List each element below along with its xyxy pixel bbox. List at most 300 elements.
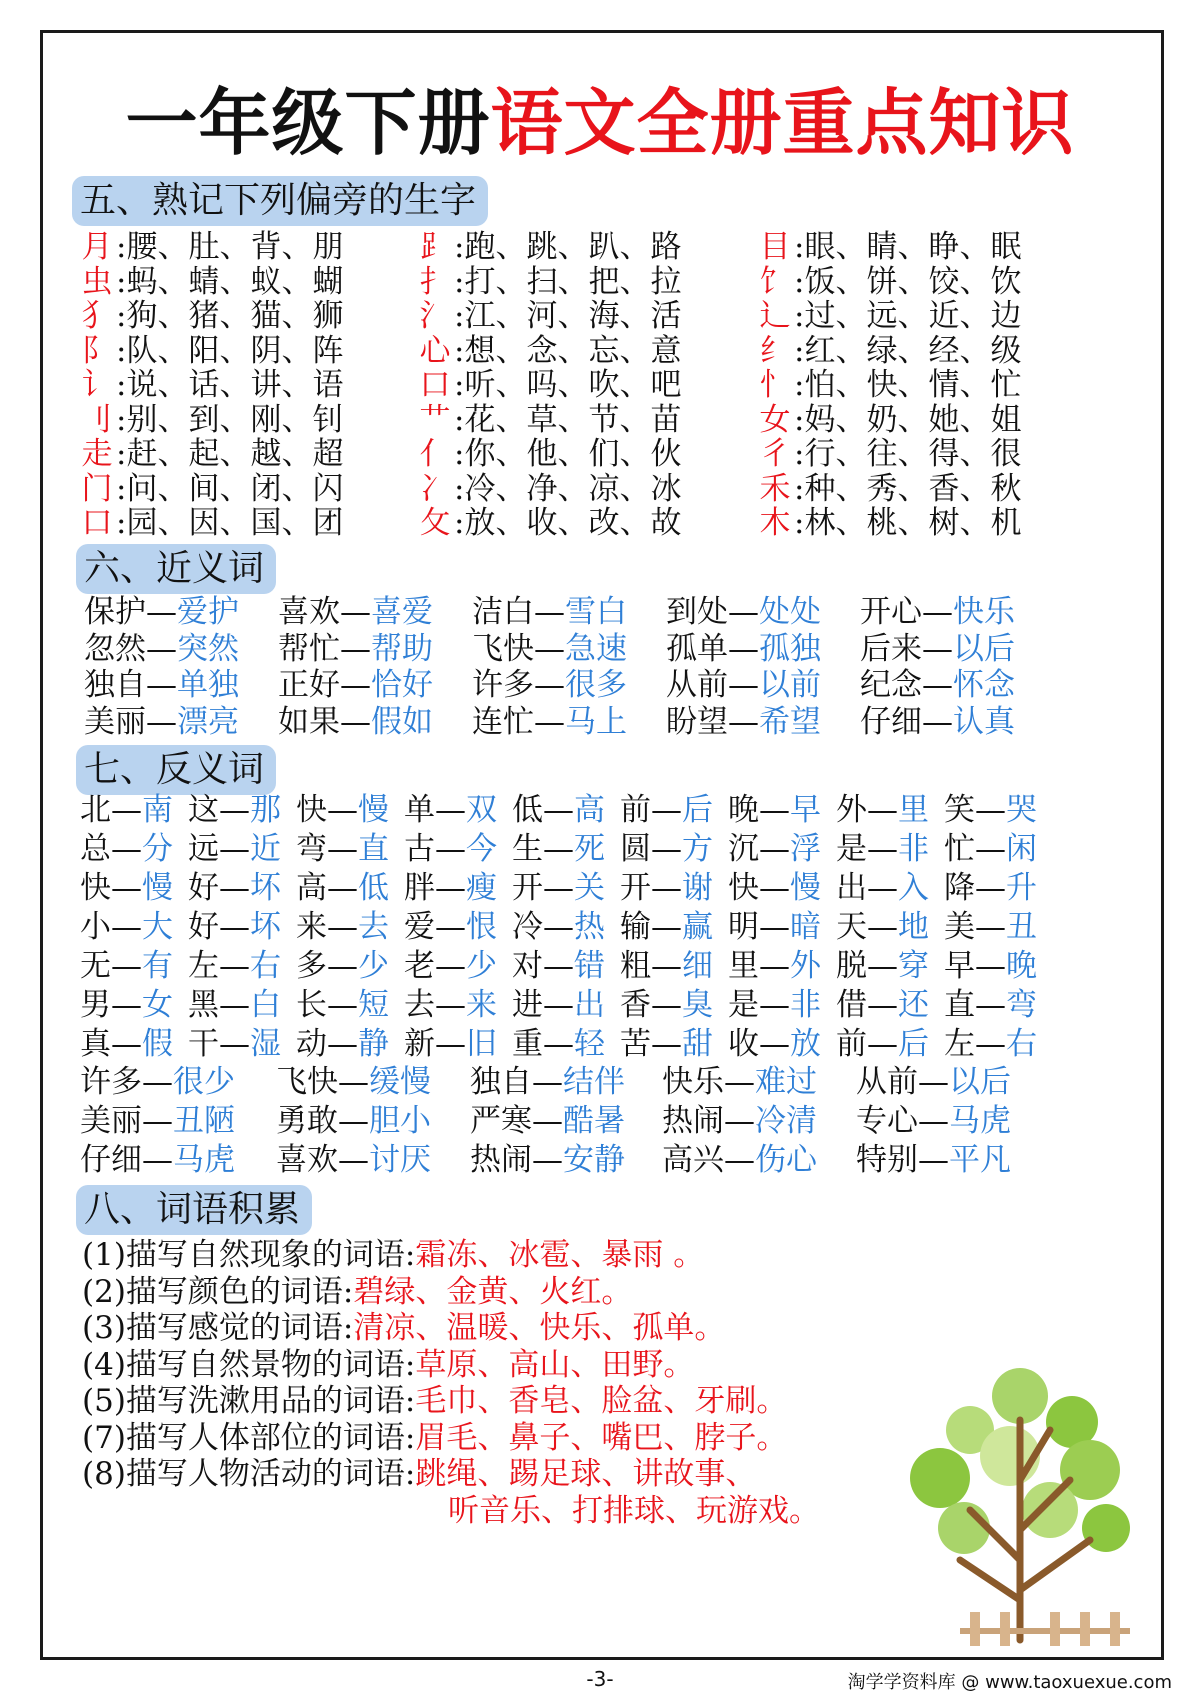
antonym-pair xyxy=(404,946,497,986)
antonym-pair xyxy=(80,1101,235,1141)
antonym-pair xyxy=(728,790,821,830)
antonym-pair xyxy=(404,790,497,830)
antonym-pair xyxy=(728,829,821,869)
word-b: 甜 xyxy=(682,1026,713,1062)
word-a: 去— xyxy=(404,987,466,1023)
word-b: 来 xyxy=(466,987,497,1023)
word-list-item xyxy=(82,1346,694,1384)
word-b: 静 xyxy=(358,1026,389,1062)
word-a: 来— xyxy=(296,909,358,945)
synonym-pair xyxy=(472,592,627,632)
radical-words: :红、绿、经、级 xyxy=(794,332,1022,369)
word-a: 进— xyxy=(512,987,574,1023)
antonym-pair xyxy=(276,1101,431,1141)
word-b: 假如 xyxy=(371,703,433,740)
word-a: 连忙— xyxy=(472,703,565,740)
word-b: 以后 xyxy=(949,1064,1011,1100)
section5-heading: 五、熟记下列偏旁的生字 xyxy=(72,176,488,226)
antonym-pair xyxy=(620,790,713,830)
antonym-pair xyxy=(276,1062,431,1102)
radical-words: :江、河、海、活 xyxy=(454,298,682,334)
word-a: 开心— xyxy=(860,594,953,630)
antonym-pair xyxy=(728,907,821,947)
word-list-item xyxy=(82,1273,632,1311)
word-b: 冷清 xyxy=(755,1103,817,1139)
word-b: 希望 xyxy=(759,703,821,740)
word-b: 急速 xyxy=(565,630,627,667)
radical-char: ⻊ xyxy=(419,229,451,265)
antonym-pair xyxy=(404,1024,497,1064)
antonym-pair xyxy=(856,1140,1011,1180)
word-b: 分 xyxy=(142,831,173,867)
radical-row xyxy=(78,228,343,266)
word-b: 马虎 xyxy=(949,1103,1011,1139)
radical-words: :行、往、得、很 xyxy=(794,436,1022,472)
word-a: 远— xyxy=(188,831,250,867)
page-title xyxy=(0,78,1200,168)
radical-char: 纟 xyxy=(759,332,791,369)
word-b: 高 xyxy=(574,792,605,828)
word-b: 慢 xyxy=(358,792,389,828)
radical-char: 木 xyxy=(759,505,791,541)
antonym-pair xyxy=(856,1062,1011,1102)
section6-heading: 六、近义词 xyxy=(76,544,276,594)
word-b: 讨厌 xyxy=(369,1142,431,1178)
word-list-item xyxy=(82,1309,725,1347)
word-b: 慢 xyxy=(142,870,173,906)
word-b: 怀念 xyxy=(953,667,1015,703)
word-a: 粗— xyxy=(620,948,682,984)
word-a: 左— xyxy=(188,948,250,984)
word-a: 快乐— xyxy=(662,1064,755,1100)
word-b: 非 xyxy=(898,831,929,867)
word-a: 小— xyxy=(80,909,142,945)
word-a: 热闹— xyxy=(470,1142,563,1178)
word-a: 开— xyxy=(620,870,682,906)
word-b: 雪白 xyxy=(565,594,627,630)
antonym-pair xyxy=(296,1024,389,1064)
synonym-pair xyxy=(84,592,239,632)
synonym-pair xyxy=(860,702,1015,742)
radical-words: :说、话、讲、语 xyxy=(116,367,344,403)
antonym-pair xyxy=(470,1101,625,1141)
radical-row xyxy=(756,297,1021,335)
synonym-pair xyxy=(278,702,433,742)
radical-char: 氵 xyxy=(419,298,451,334)
radical-char: 口 xyxy=(419,367,451,403)
word-b: 少 xyxy=(466,948,497,984)
antonym-pair xyxy=(80,985,173,1025)
word-b: 双 xyxy=(466,792,497,828)
word-category: (8)描写人物活动的词语: xyxy=(82,1456,416,1492)
word-a: 这— xyxy=(188,792,250,828)
antonym-pair xyxy=(188,1024,281,1064)
radical-words: :狗、猪、猫、狮 xyxy=(116,298,344,334)
radical-char: 刂 xyxy=(81,401,113,438)
synonym-pair xyxy=(666,592,821,632)
antonym-pair xyxy=(276,1140,431,1180)
title-part2: 语文全册重点知识 xyxy=(490,81,1075,165)
antonym-pair xyxy=(944,907,1037,947)
radical-char: 口 xyxy=(81,505,113,541)
word-a: 笑— xyxy=(944,792,1006,828)
word-a: 专心— xyxy=(856,1103,949,1139)
word-a: 热闹— xyxy=(662,1103,755,1139)
word-b: 哭 xyxy=(1006,792,1037,828)
word-a: 真— xyxy=(80,1026,142,1062)
word-a: 北— xyxy=(80,792,142,828)
word-examples: 清凉、温暖、快乐、孤单。 xyxy=(353,1310,726,1346)
word-a: 好— xyxy=(188,909,250,945)
word-b: 晚 xyxy=(1006,948,1037,984)
word-b: 以后 xyxy=(953,630,1015,667)
word-b: 坏 xyxy=(250,909,281,945)
radical-char: 走 xyxy=(81,436,113,472)
radical-char: 攵 xyxy=(419,505,451,541)
word-b: 胆小 xyxy=(369,1103,431,1139)
radical-words: :花、草、节、苗 xyxy=(454,401,682,438)
word-b: 突然 xyxy=(177,630,239,667)
antonym-pair xyxy=(836,1024,929,1064)
title-part1: 一年级下册 xyxy=(125,81,491,165)
radical-words: :过、远、近、边 xyxy=(794,298,1022,334)
word-b: 孤独 xyxy=(759,630,821,667)
synonym-pair xyxy=(278,592,433,632)
word-b: 错 xyxy=(574,948,605,984)
word-a: 无— xyxy=(80,948,142,984)
word-a: 飞快— xyxy=(276,1064,369,1100)
word-a: 里— xyxy=(728,948,790,984)
antonym-pair xyxy=(512,985,605,1025)
radical-char: 冫 xyxy=(419,470,451,507)
antonym-pair xyxy=(620,946,713,986)
antonym-pair xyxy=(836,829,929,869)
word-b: 南 xyxy=(142,792,173,828)
radical-row xyxy=(756,470,1021,508)
antonym-pair xyxy=(836,868,929,908)
word-a: 早— xyxy=(944,948,1006,984)
radical-row xyxy=(416,228,681,266)
word-b: 快乐 xyxy=(953,594,1015,630)
word-b: 细 xyxy=(682,948,713,984)
radical-words: :别、到、刚、钊 xyxy=(116,401,344,438)
radical-words: :队、阳、阴、阵 xyxy=(116,332,344,369)
word-b: 帮助 xyxy=(371,630,433,667)
word-b: 假 xyxy=(142,1026,173,1062)
word-b: 谢 xyxy=(682,870,713,906)
word-a: 前— xyxy=(620,792,682,828)
antonym-pair xyxy=(620,868,713,908)
antonym-pair xyxy=(836,907,929,947)
radical-words: :妈、奶、她、姐 xyxy=(794,401,1022,438)
radical-char: 阝 xyxy=(81,332,113,369)
word-a: 喜欢— xyxy=(276,1142,369,1178)
antonym-pair xyxy=(620,907,713,947)
word-a: 后来— xyxy=(860,630,953,667)
word-b: 认真 xyxy=(953,703,1015,740)
antonym-pair xyxy=(80,946,173,986)
antonym-pair xyxy=(188,946,281,986)
word-a: 快— xyxy=(296,792,358,828)
antonym-pair xyxy=(470,1140,625,1180)
word-b: 恨 xyxy=(466,909,497,945)
word-b: 出 xyxy=(574,987,605,1023)
word-b: 马上 xyxy=(565,703,627,740)
word-a: 独自— xyxy=(84,667,177,703)
word-b: 地 xyxy=(898,909,929,945)
radical-row xyxy=(756,332,1021,370)
antonym-pair xyxy=(80,790,173,830)
word-a: 特别— xyxy=(856,1142,949,1178)
word-a: 黑— xyxy=(188,987,250,1023)
word-b: 那 xyxy=(250,792,281,828)
word-a: 快— xyxy=(728,870,790,906)
radical-row xyxy=(78,435,343,473)
antonym-pair xyxy=(944,790,1037,830)
footer-watermark: 淘学学资料库 @ www.taoxuexue.com xyxy=(847,1672,1172,1693)
antonym-pair xyxy=(296,829,389,869)
word-a: 许多— xyxy=(80,1064,173,1100)
antonym-pair xyxy=(188,985,281,1025)
word-list-item xyxy=(82,1455,756,1493)
radical-char: 亻 xyxy=(419,436,451,472)
word-b: 方 xyxy=(682,831,713,867)
word-list-item xyxy=(82,1382,787,1420)
radical-row xyxy=(78,401,343,439)
word-b: 旧 xyxy=(466,1026,497,1062)
word-b: 伤心 xyxy=(755,1142,817,1178)
word-a: 喜欢— xyxy=(278,594,371,630)
word-b: 马虎 xyxy=(173,1142,235,1178)
word-a: 如果— xyxy=(278,703,371,740)
antonym-pair xyxy=(80,1024,173,1064)
synonym-pair xyxy=(860,629,1015,669)
page-number: -3- xyxy=(586,1667,614,1691)
synonym-pair xyxy=(472,665,627,705)
antonym-pair xyxy=(188,868,281,908)
word-a: 开— xyxy=(512,870,574,906)
radical-row xyxy=(756,366,1021,404)
antonym-pair xyxy=(470,1062,625,1102)
word-b: 入 xyxy=(898,870,929,906)
antonym-pair xyxy=(296,946,389,986)
radical-char: 扌 xyxy=(419,263,451,300)
word-b: 瘦 xyxy=(466,870,497,906)
antonym-pair xyxy=(296,985,389,1025)
word-b: 慢 xyxy=(790,870,821,906)
word-a: 老— xyxy=(404,948,466,984)
radical-words: :你、他、们、伙 xyxy=(454,436,682,472)
word-b: 闲 xyxy=(1006,831,1037,867)
radical-char: 门 xyxy=(81,470,113,507)
antonym-pair xyxy=(944,946,1037,986)
word-a: 飞快— xyxy=(472,630,565,667)
word-b: 热 xyxy=(574,909,605,945)
synonym-pair xyxy=(278,629,433,669)
word-b: 喜爱 xyxy=(371,594,433,630)
radical-char: 讠 xyxy=(81,367,113,403)
tree-icon xyxy=(900,1360,1140,1650)
word-b: 右 xyxy=(250,948,281,984)
word-a: 苦— xyxy=(620,1026,682,1062)
word-a: 盼望— xyxy=(666,703,759,740)
radical-words: :怕、快、情、忙 xyxy=(794,367,1022,403)
antonym-pair xyxy=(296,868,389,908)
word-b: 丑陋 xyxy=(173,1103,235,1139)
radical-words: :打、扫、把、拉 xyxy=(454,263,682,300)
antonym-pair xyxy=(80,1062,235,1102)
word-b: 丑 xyxy=(1006,909,1037,945)
word-a: 明— xyxy=(728,909,790,945)
word-a: 出— xyxy=(836,870,898,906)
radical-row xyxy=(78,263,343,301)
antonym-pair xyxy=(296,790,389,830)
word-b: 以前 xyxy=(759,667,821,703)
word-b: 安静 xyxy=(563,1142,625,1178)
word-b: 结伴 xyxy=(563,1064,625,1100)
word-a: 美丽— xyxy=(80,1103,173,1139)
word-a: 重— xyxy=(512,1026,574,1062)
word-b: 处处 xyxy=(759,594,821,630)
word-a: 许多— xyxy=(472,667,565,703)
word-b: 暗 xyxy=(790,909,821,945)
word-a: 男— xyxy=(80,987,142,1023)
word-a: 借— xyxy=(836,987,898,1023)
word-a: 仔细— xyxy=(80,1142,173,1178)
word-b: 轻 xyxy=(574,1026,605,1062)
word-a: 天— xyxy=(836,909,898,945)
word-b: 非 xyxy=(790,987,821,1023)
radical-row xyxy=(756,504,1021,542)
antonym-pair xyxy=(404,985,497,1025)
word-a: 仔细— xyxy=(860,703,953,740)
antonym-pair xyxy=(662,1101,817,1141)
word-a: 保护— xyxy=(84,594,177,630)
word-b: 很多 xyxy=(565,667,627,703)
radical-char: 虫 xyxy=(81,263,113,300)
word-b: 死 xyxy=(574,831,605,867)
word-a: 快— xyxy=(80,870,142,906)
word-examples: 毛巾、香皂、脸盆、牙刷。 xyxy=(415,1383,788,1419)
radical-char: 忄 xyxy=(759,367,791,403)
word-a: 长— xyxy=(296,987,358,1023)
word-a: 胖— xyxy=(404,870,466,906)
radical-row xyxy=(416,470,681,508)
word-b: 很少 xyxy=(173,1064,235,1100)
section8-heading: 八、词语积累 xyxy=(76,1185,312,1235)
word-b: 少 xyxy=(358,948,389,984)
antonym-pair xyxy=(662,1062,817,1102)
word-a: 爱— xyxy=(404,909,466,945)
radical-words: :园、因、国、团 xyxy=(116,505,344,541)
word-a: 新— xyxy=(404,1026,466,1062)
word-b: 坏 xyxy=(250,870,281,906)
word-a: 弯— xyxy=(296,831,358,867)
word-b: 近 xyxy=(250,831,281,867)
word-a: 生— xyxy=(512,831,574,867)
radical-words: :饭、饼、饺、饮 xyxy=(794,263,1022,300)
radical-row xyxy=(416,263,681,301)
radical-row xyxy=(756,401,1021,439)
word-a: 直— xyxy=(944,987,1006,1023)
antonym-pair xyxy=(944,868,1037,908)
word-a: 圆— xyxy=(620,831,682,867)
word-a: 孤单— xyxy=(666,630,759,667)
word-a: 低— xyxy=(512,792,574,828)
word-b: 后 xyxy=(898,1026,929,1062)
radical-words: :林、桃、树、机 xyxy=(794,505,1022,541)
radical-row xyxy=(78,297,343,335)
word-b: 难过 xyxy=(755,1064,817,1100)
word-a: 香— xyxy=(620,987,682,1023)
radical-char: 女 xyxy=(759,401,791,438)
antonym-pair xyxy=(512,790,605,830)
radical-row xyxy=(416,366,681,404)
word-category: (5)描写洗漱用品的词语: xyxy=(82,1383,416,1419)
radical-row xyxy=(416,435,681,473)
radical-row xyxy=(756,263,1021,301)
radical-words: :种、秀、香、秋 xyxy=(794,470,1022,507)
synonym-pair xyxy=(860,592,1015,632)
word-examples: 跳绳、踢足球、讲故事、 xyxy=(415,1456,757,1492)
radical-row xyxy=(78,332,343,370)
radical-char: 犭 xyxy=(81,298,113,334)
antonym-pair xyxy=(512,829,605,869)
antonym-pair xyxy=(188,790,281,830)
radical-char: 禾 xyxy=(759,470,791,507)
radical-words: :赶、起、越、超 xyxy=(116,436,344,472)
synonym-pair xyxy=(84,629,239,669)
word-a: 高兴— xyxy=(662,1142,755,1178)
word-b: 去 xyxy=(358,909,389,945)
section7-heading: 七、反义词 xyxy=(76,745,276,795)
antonym-pair xyxy=(944,829,1037,869)
word-a: 收— xyxy=(728,1026,790,1062)
antonym-pair xyxy=(728,946,821,986)
synonym-pair xyxy=(472,702,627,742)
word-b: 右 xyxy=(1006,1026,1037,1062)
word-a: 干— xyxy=(188,1026,250,1062)
word-b: 关 xyxy=(574,870,605,906)
word-a: 古— xyxy=(404,831,466,867)
radical-words: :冷、净、凉、冰 xyxy=(454,470,682,507)
word-b: 白 xyxy=(250,987,281,1023)
radical-row xyxy=(78,504,343,542)
word-a: 总— xyxy=(80,831,142,867)
word-b: 早 xyxy=(790,792,821,828)
radical-char: 月 xyxy=(81,229,113,265)
word-b: 后 xyxy=(682,792,713,828)
word-a: 高— xyxy=(296,870,358,906)
radical-words: :放、收、改、故 xyxy=(454,505,682,541)
antonym-pair xyxy=(944,985,1037,1025)
antonym-pair xyxy=(620,1024,713,1064)
antonym-pair xyxy=(512,946,605,986)
antonym-pair xyxy=(188,907,281,947)
word-a: 帮忙— xyxy=(278,630,371,667)
radical-char: 饣 xyxy=(759,263,791,300)
radical-row xyxy=(416,504,681,542)
synonym-pair xyxy=(860,665,1015,705)
word-a: 美丽— xyxy=(84,703,177,740)
word-b: 恰好 xyxy=(371,667,433,703)
antonym-pair xyxy=(620,985,713,1025)
antonym-pair xyxy=(404,907,497,947)
word-a: 独自— xyxy=(470,1064,563,1100)
word-a: 冷— xyxy=(512,909,574,945)
word-b: 还 xyxy=(898,987,929,1023)
radical-char: 彳 xyxy=(759,436,791,472)
